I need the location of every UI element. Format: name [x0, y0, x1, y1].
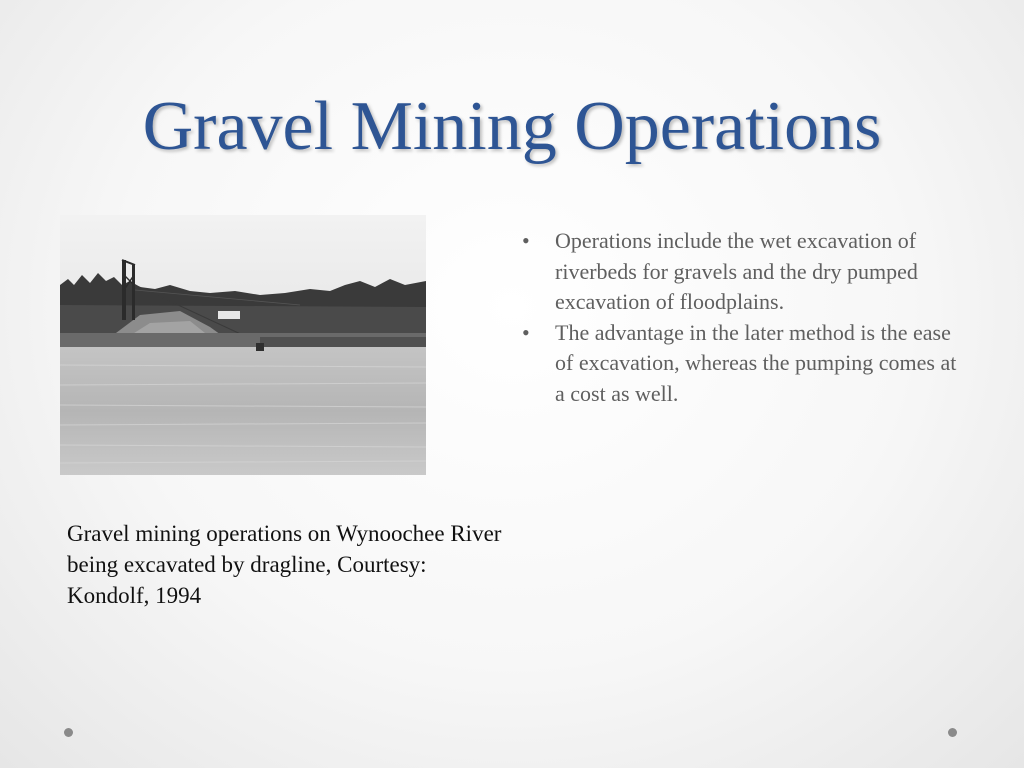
- photo-caption: Gravel mining operations on Wynoochee River being excavated by dragline, Courtesy: Kondolf, 1994: [67, 521, 502, 608]
- slide-title: Gravel Mining Operations: [142, 88, 882, 165]
- decorative-dot-right: [948, 728, 957, 737]
- bullet-text: The advantage in the later method is the ease of excavation, whereas the pumping comes at a cost as well.: [555, 319, 957, 406]
- decorative-dot-left: [64, 728, 73, 737]
- bullet-item: [520, 318, 960, 410]
- bullet-marker: •: [522, 319, 530, 345]
- river-dragline-photo: [60, 215, 426, 475]
- bullet-list: [520, 226, 960, 409]
- bullet-marker: •: [522, 228, 530, 253]
- bullet-text: Operations include the wet excavation of riverbeds for gravels and the dry pumped excavation of floodplains.: [555, 228, 918, 314]
- bullet-item: [520, 226, 960, 318]
